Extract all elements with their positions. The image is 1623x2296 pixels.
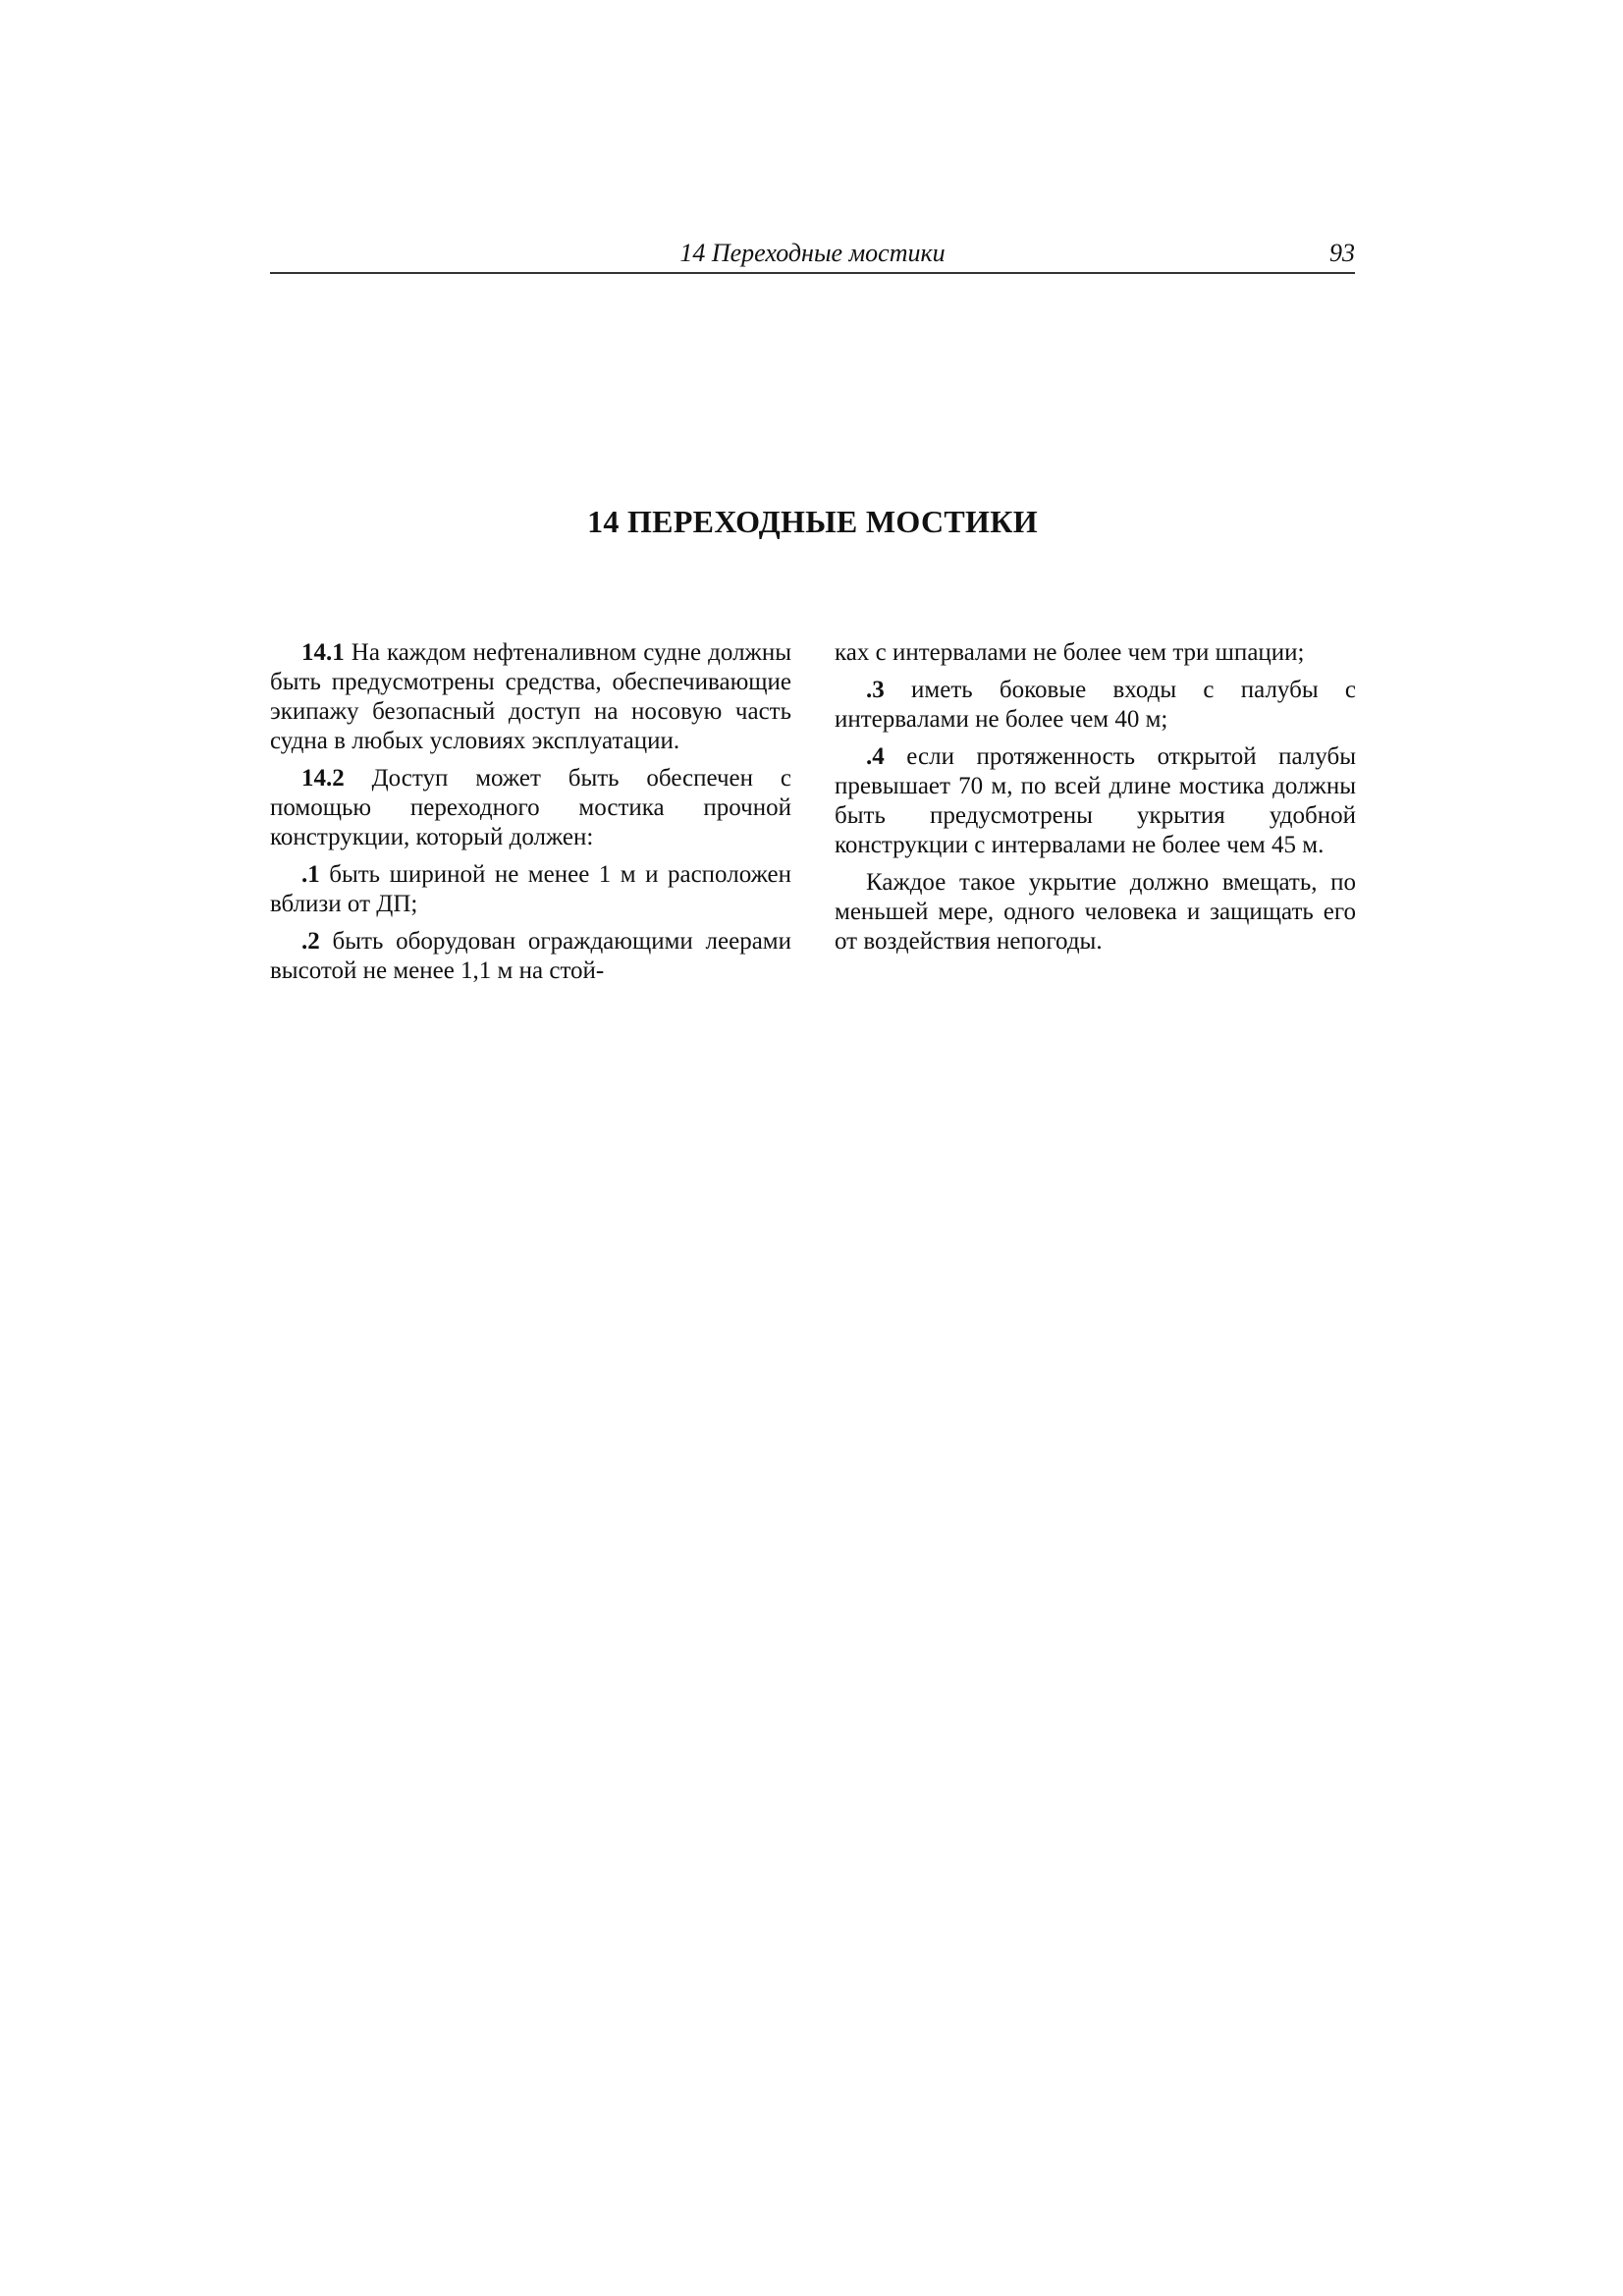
item-text: иметь боковые входы с палубы с интервалами не более чем 40 м; — [835, 677, 1356, 733]
item-text: быть шириной не менее 1 м и расположен вблизи от ДП; — [270, 861, 791, 917]
running-header — [270, 237, 1355, 274]
paragraph-text: Каждое такое укрытие должно вмещать, по меньшей мере, одного человека и защищать его от воздействия непогоды. — [835, 869, 1356, 955]
paragraph-number: 14.2 — [301, 765, 345, 792]
paragraph-shelter — [835, 868, 1356, 957]
item-number: .1 — [301, 861, 320, 888]
paragraph-14-2 — [270, 764, 791, 852]
item-text: ках с интервалами не более чем три шпации; — [835, 639, 1305, 666]
running-title: 14 Переходные мостики — [679, 239, 946, 267]
list-item-2 — [270, 927, 791, 986]
page-number: 93 — [1329, 239, 1355, 267]
item-text: если протяженность открытой палубы превышает 70 м, по всей длине мостика должны быть предусмотрены укрытия удобной конструкции с интервалами не более чем 45 м. — [835, 743, 1356, 858]
list-item-4 — [835, 742, 1356, 860]
paragraph-number: 14.1 — [301, 639, 345, 666]
list-item-3 — [835, 676, 1356, 735]
list-item-2-continued — [835, 638, 1356, 668]
item-text: быть оборудован ограждающими леерами высотой не менее 1,1 м на стой- — [270, 928, 791, 984]
item-number: .2 — [301, 928, 320, 955]
paragraph-text: Доступ может быть обеспечен с помощью переходного мостика прочной конструкции, который должен: — [270, 765, 791, 850]
paragraph-text: На каждом нефтеналивном судне должны быть предусмотрены средства, обеспечивающие экипажу безопасный доступ на носовую часть судна в любых условиях эксплуатации. — [270, 639, 791, 754]
paragraph-14-1 — [270, 638, 791, 756]
right-column — [835, 638, 1356, 964]
chapter-title: 14 ПЕРЕХОДНЫЕ МОСТИКИ — [587, 504, 1038, 539]
item-number: .3 — [866, 677, 885, 703]
left-column — [270, 638, 791, 994]
list-item-1 — [270, 860, 791, 919]
item-number: .4 — [866, 743, 885, 770]
